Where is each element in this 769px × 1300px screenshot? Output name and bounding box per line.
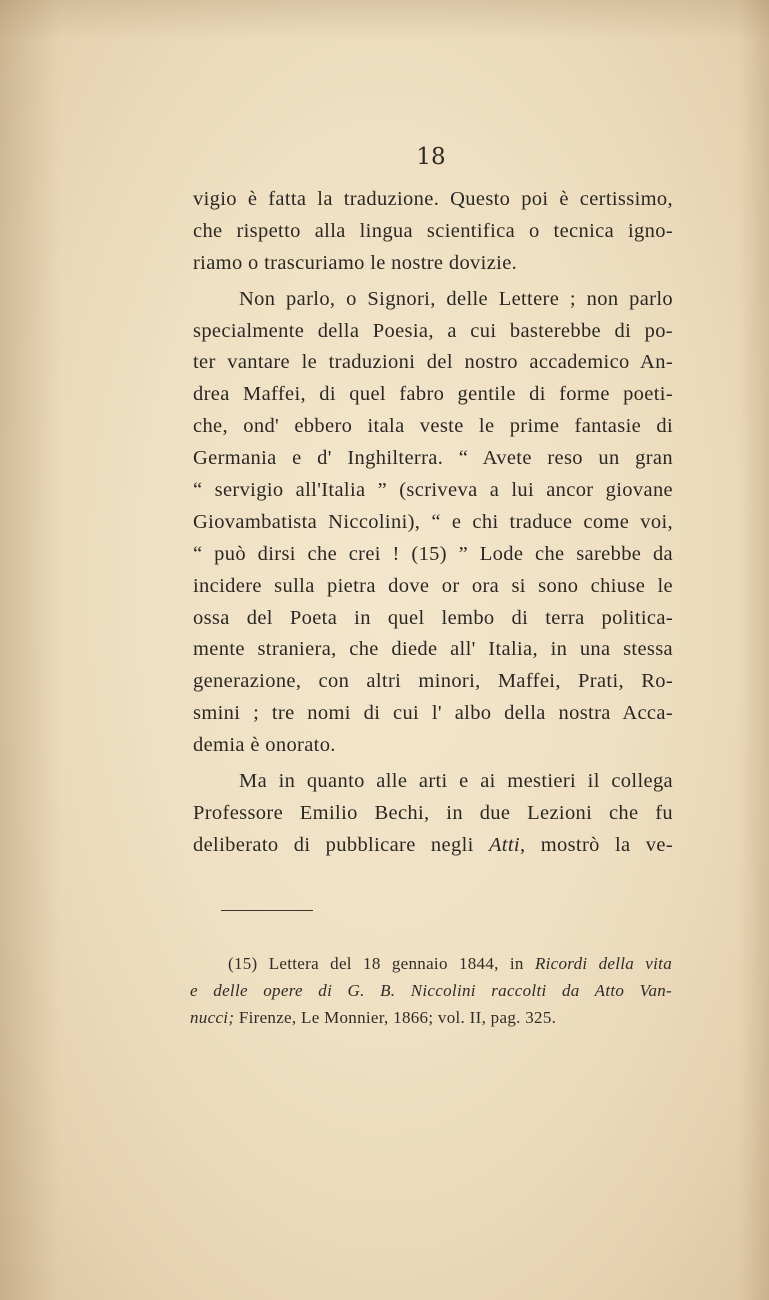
- text-line: vigio è fatta la traduzione. Questo poi è certissimo,: [193, 188, 673, 210]
- text-line: Giovambatista Niccolini), “ e chi traduce come voi,: [193, 510, 673, 533]
- text-segment: deliberato di pubblicare negli: [193, 833, 489, 856]
- footnote-line: e delle opere di G. B. Niccolini raccolti da Atto Van-: [190, 981, 672, 1000]
- text-line: ter vantare le traduzioni del nostro accademico An-: [193, 351, 673, 374]
- text-line: generazione, con altri minori, Maffei, Prati, Ro-: [193, 670, 673, 693]
- body-text: [193, 184, 673, 862]
- footnote-italic: Ricordi della vita: [534, 954, 672, 973]
- text-line: smini ; tre nomi di cui l' albo della nostra Acca-: [193, 702, 673, 725]
- page-number: 18: [416, 144, 446, 170]
- footnote-line: [190, 950, 672, 977]
- footnote-italic: nucci;: [190, 1008, 235, 1027]
- top-edge-shadow: [0, 0, 769, 40]
- footnote-text: (15) Lettera del 18 gennaio 1844, in: [228, 954, 535, 973]
- right-edge-shadow: [739, 0, 769, 1300]
- left-edge-shadow: [0, 0, 60, 1300]
- text-line: Germania e d' Inghilterra. “ Avete reso un gran: [193, 447, 673, 470]
- footnote-line: [190, 1004, 672, 1031]
- text-line: che rispetto alla lingua scientifica o tecnica igno-: [193, 219, 673, 242]
- text-segment: , mostrò la ve-: [519, 833, 673, 856]
- footnote: [190, 950, 672, 1031]
- text-line: “ può dirsi che crei ! (15) ” Lode che sarebbe da: [193, 542, 673, 565]
- text-line: incidere sulla pietra dove or ora si sono chiuse le: [193, 574, 673, 597]
- text-line: Non parlo, o Signori, delle Lettere ; non parlo: [239, 287, 673, 310]
- text-line: Ma in quanto alle arti e ai mestieri il collega: [239, 770, 673, 793]
- italic-title-atti: Atti: [488, 833, 520, 856]
- text-line: ossa del Poeta in quel lembo di terra politica-: [193, 606, 673, 629]
- text-line: Professore Emilio Bechi, in due Lezioni che fu: [193, 801, 673, 824]
- text-line: demia è onorato.: [193, 734, 336, 757]
- text-line: “ servigio all'Italia ” (scriveva a lui ancor giovane: [193, 479, 673, 502]
- text-line-with-italic: [193, 830, 673, 862]
- text-line: riamo o trascuriamo le nostre dovizie.: [193, 251, 518, 274]
- footnote-separator-rule: [221, 910, 313, 911]
- text-line: mente straniera, che diede all' Italia, in una stessa: [193, 638, 673, 661]
- footnote-text: Firenze, Le Monnier, 1866; vol. II, pag. 325.: [234, 1008, 557, 1027]
- text-line: drea Maffei, di quel fabro gentile di forme poeti-: [193, 383, 673, 406]
- text-line: specialmente della Poesia, a cui basterebbe di po-: [193, 319, 673, 342]
- text-line: che, ond' ebbero itala veste le prime fantasie di: [193, 415, 673, 438]
